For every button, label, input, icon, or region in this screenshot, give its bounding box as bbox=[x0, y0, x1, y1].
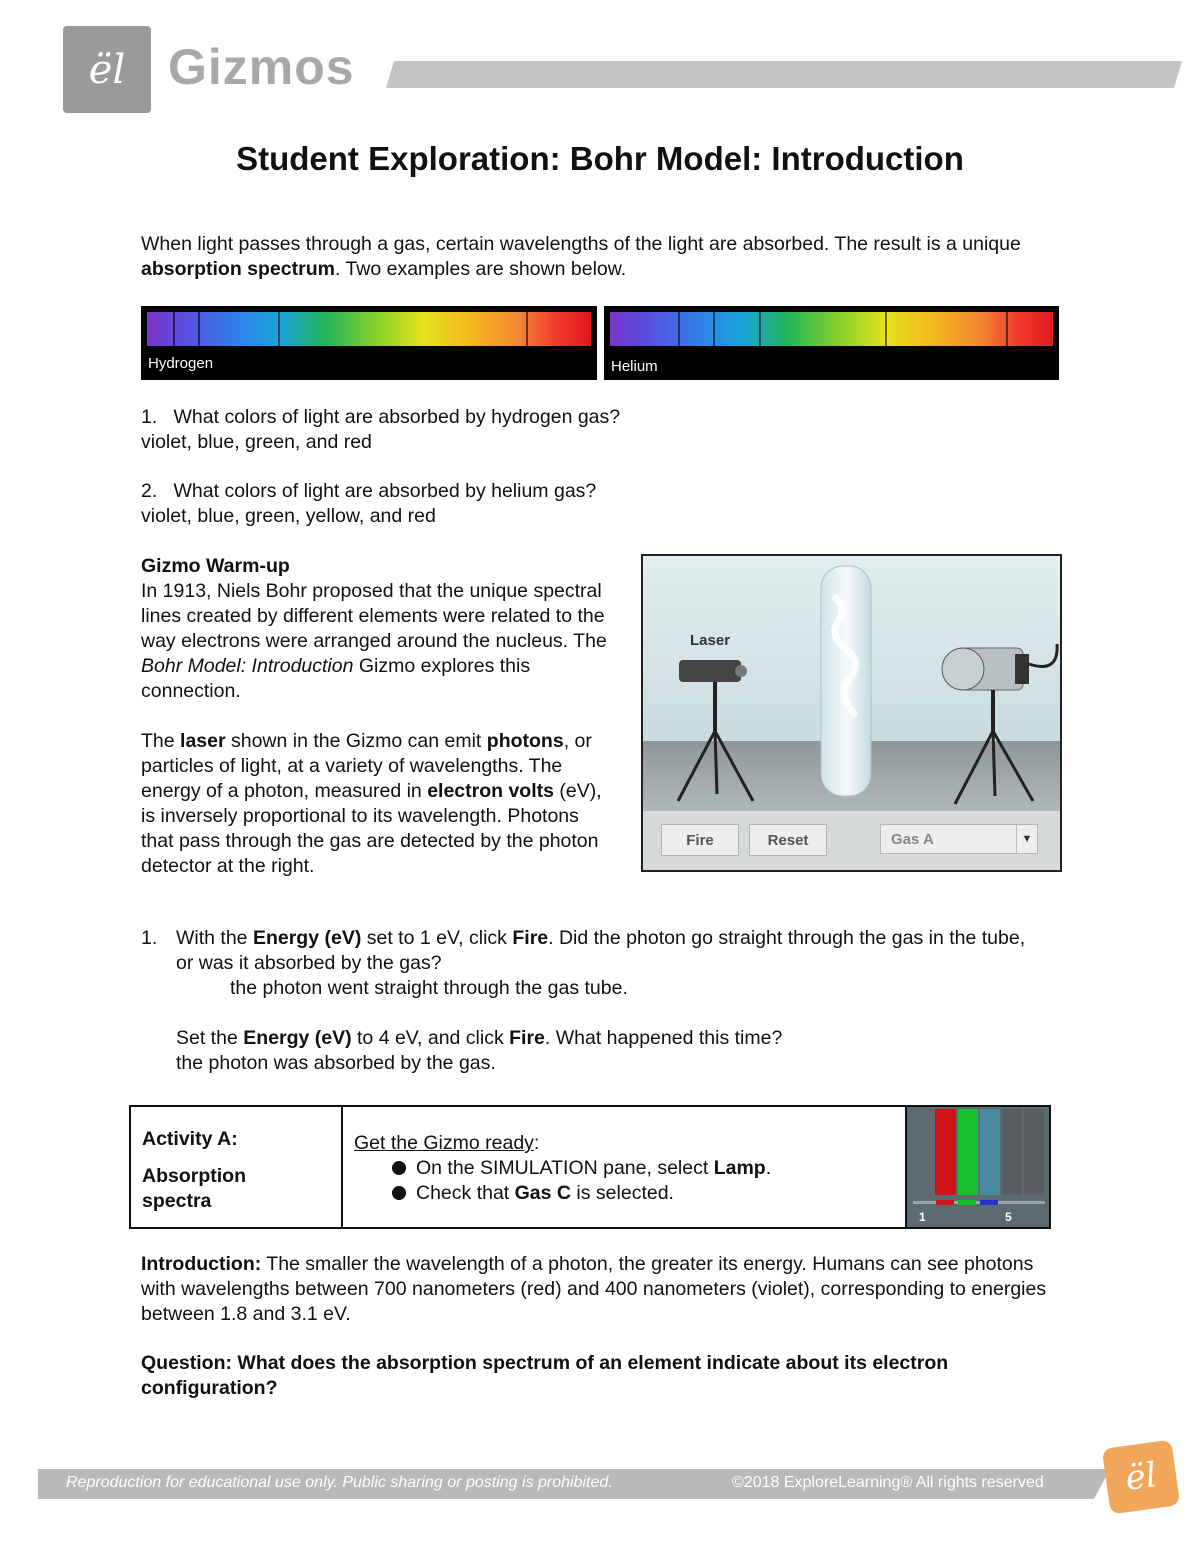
energy-term: Energy (eV) bbox=[252, 927, 362, 949]
q-text: With the bbox=[176, 927, 253, 949]
answer-text: the photon went straight through the gas tube. bbox=[230, 977, 628, 999]
hydrogen-spectrum bbox=[141, 306, 597, 380]
thumb-column bbox=[980, 1109, 1000, 1195]
p2-text: , or particles of light, at a variety of wavelengths. The energy of a photon, measured in bbox=[141, 730, 592, 802]
q-text: . Did the photon go straight through the gas in the tube, or was it absorbed by the gas? bbox=[176, 927, 1026, 974]
thumb-column bbox=[1024, 1109, 1044, 1195]
laser-label: Laser bbox=[690, 632, 731, 649]
bullet-icon bbox=[392, 1186, 406, 1200]
thumb-marker-red bbox=[936, 1200, 954, 1205]
absorption-line bbox=[713, 312, 715, 346]
bullet-icon bbox=[392, 1161, 406, 1175]
gizmo-scene bbox=[643, 556, 1060, 870]
hydrogen-label: Hydrogen bbox=[148, 355, 214, 372]
answer-text: violet, blue, green, and red bbox=[141, 431, 372, 453]
question-text: What colors of light are absorbed by helium gas? bbox=[173, 480, 597, 502]
helium-spectrum bbox=[604, 306, 1059, 380]
thumb-marker-blue bbox=[980, 1200, 998, 1205]
question-text-2 bbox=[141, 1026, 1041, 1051]
gizmos-logo-icon bbox=[63, 26, 151, 113]
footer-disclaimer: Reproduction for educational use only. Public sharing or posting is prohibited. bbox=[66, 1474, 613, 1491]
activity-table bbox=[129, 1105, 1051, 1229]
chevron-down-icon[interactable]: ▼ bbox=[1016, 825, 1037, 853]
bullet-text: Check that bbox=[416, 1182, 515, 1204]
warmup-paragraph-2 bbox=[141, 729, 611, 879]
q-text: . What happened this time? bbox=[544, 1027, 783, 1049]
p2-text: shown in the Gizmo can emit bbox=[225, 730, 487, 752]
electron-volts-term: electron volts bbox=[427, 780, 554, 802]
bullet-text: is selected. bbox=[571, 1182, 674, 1204]
p1-text: In 1913, Niels Bohr proposed that the unique spectral lines created by different elements were related to the way electrons were arranged around the nucleus. The bbox=[141, 580, 607, 652]
laser-term: laser bbox=[180, 730, 226, 752]
p2-text-end: (eV), is inversely proportional to its wavelength. Photons that pass through the gas are detected by the photon detector at the right. bbox=[141, 780, 602, 877]
gizmo-name-italic: Bohr Model: Introduction bbox=[141, 655, 354, 677]
footer-copyright: ©2018 ExploreLearning® All rights reserved bbox=[732, 1474, 1044, 1491]
intro-text-end: . Two examples are shown below. bbox=[334, 258, 627, 280]
absorption-line bbox=[526, 312, 528, 346]
hydrogen-spectrum-bar bbox=[147, 312, 591, 346]
intro-paragraph bbox=[141, 232, 1061, 282]
helium-spectrum-bar bbox=[610, 312, 1053, 346]
instruction-bullet-2 bbox=[354, 1181, 894, 1206]
question-text: What colors of light are absorbed by hydrogen gas? bbox=[173, 406, 621, 428]
p2-text: The bbox=[141, 730, 181, 752]
p1-text-end: Gizmo explores this connection. bbox=[141, 655, 531, 702]
absorption-line bbox=[1006, 312, 1008, 346]
absorption-line bbox=[173, 312, 175, 346]
helium-label: Helium bbox=[611, 358, 658, 375]
activity-instructions bbox=[354, 1131, 894, 1206]
guiding-question: Question: What does the absorption spectrum of an element indicate about its electron configuration? bbox=[141, 1352, 949, 1399]
q-text: set to 1 eV, click bbox=[361, 927, 513, 949]
bullet-text: . bbox=[765, 1157, 772, 1179]
answer-text: violet, blue, green, yellow, and red bbox=[141, 505, 436, 527]
question-number: 1. bbox=[141, 406, 158, 428]
absorption-line bbox=[198, 312, 200, 346]
absorption-line bbox=[278, 312, 280, 346]
absorption-line bbox=[678, 312, 680, 346]
thumb-scale-min: 1 bbox=[919, 1210, 926, 1224]
activity-label: Activity A: bbox=[142, 1128, 238, 1150]
introduction-label: Introduction: bbox=[141, 1253, 262, 1275]
introduction-text: The smaller the wavelength of a photon, the greater its energy. Humans can see photons with wavelengths between 700 nanometers (red) and 400 nanometers (violet), corresponding to energies between 1.8 and 3.1 eV. bbox=[141, 1253, 1047, 1325]
thumb-track bbox=[913, 1201, 1045, 1204]
warmup-paragraph-1 bbox=[141, 579, 611, 704]
introduction-paragraph bbox=[141, 1252, 1056, 1327]
fire-term: Fire bbox=[512, 927, 549, 949]
explorelearning-logo-icon bbox=[1102, 1439, 1181, 1514]
warmup-question-1 bbox=[141, 926, 1041, 1076]
answer-text: the photon was absorbed by the gas. bbox=[176, 1052, 496, 1074]
energy-term: Energy (eV) bbox=[243, 1027, 352, 1049]
bullet-text: On the SIMULATION pane, select bbox=[416, 1157, 714, 1179]
thumb-green-bar bbox=[958, 1109, 978, 1195]
q-text: Set the bbox=[176, 1027, 244, 1049]
warmup-heading: Gizmo Warm-up bbox=[141, 555, 290, 577]
gas-select-value: Gas A bbox=[891, 830, 934, 848]
gas-select[interactable] bbox=[880, 824, 1038, 854]
prior-question-2 bbox=[141, 479, 1041, 529]
logo-glyph: ël bbox=[88, 46, 126, 93]
warmup-section bbox=[141, 554, 611, 879]
q-text: to 4 eV, and click bbox=[351, 1027, 510, 1049]
brand-name: Gizmos bbox=[168, 39, 355, 95]
thumb-column bbox=[1002, 1109, 1022, 1195]
get-ready-heading: Get the Gizmo ready bbox=[354, 1132, 534, 1154]
question-number: 2. bbox=[141, 480, 158, 502]
intro-bold-term: absorption spectrum bbox=[141, 258, 335, 280]
lamp-term: Lamp bbox=[713, 1157, 766, 1179]
page-title: Student Exploration: Bohr Model: Introduction bbox=[236, 140, 964, 177]
thumb-marker-green bbox=[958, 1200, 976, 1205]
question-number: 1. bbox=[141, 927, 158, 949]
instruction-bullet-1 bbox=[354, 1156, 894, 1181]
absorption-line bbox=[885, 312, 887, 346]
gas-c-term: Gas C bbox=[514, 1182, 571, 1204]
question-text bbox=[176, 926, 1041, 976]
footer-logo-glyph: ël bbox=[1122, 1455, 1160, 1499]
thumb-scale-max: 5 bbox=[1005, 1210, 1012, 1224]
get-ready-colon: : bbox=[533, 1132, 540, 1154]
fire-button[interactable]: Fire bbox=[661, 824, 739, 856]
thumb-red-bar bbox=[936, 1109, 956, 1195]
photons-term: photons bbox=[486, 730, 564, 752]
thumb-column bbox=[913, 1109, 936, 1195]
activity-name: Absorption spectra bbox=[142, 1165, 246, 1212]
fire-term: Fire bbox=[509, 1027, 545, 1049]
absorption-line bbox=[759, 312, 761, 346]
intro-text: When light passes through a gas, certain wavelengths of the light are absorbed. The result is a unique bbox=[141, 233, 1021, 255]
reset-button[interactable]: Reset bbox=[749, 824, 827, 856]
activity-label-cell bbox=[131, 1107, 343, 1227]
activity-thumbnail bbox=[905, 1107, 1049, 1227]
gizmo-screenshot bbox=[641, 554, 1062, 872]
prior-question-1 bbox=[141, 405, 1041, 455]
header-divider bbox=[386, 61, 1182, 88]
